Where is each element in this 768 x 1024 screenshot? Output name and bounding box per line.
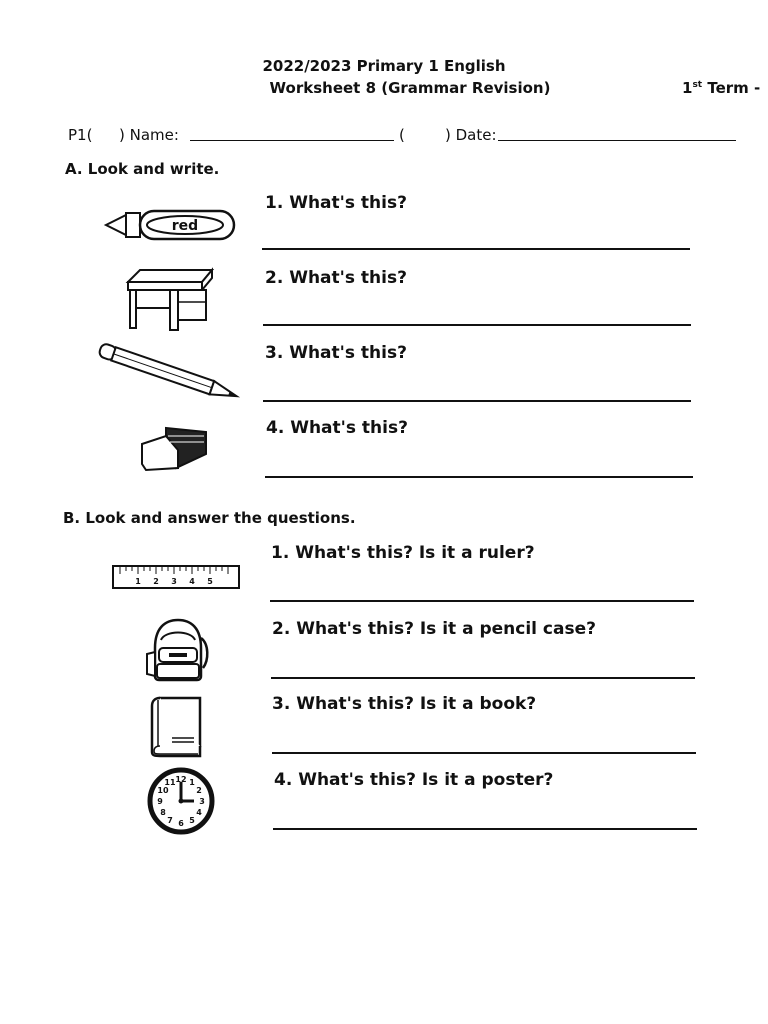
date-field[interactable] xyxy=(498,140,736,141)
answer-line-a3[interactable] xyxy=(263,400,691,402)
answer-line-b1[interactable] xyxy=(270,600,694,602)
name-label: ) Name: xyxy=(119,126,179,144)
section-b-heading: B. Look and answer the questions. xyxy=(63,509,356,527)
svg-text:9: 9 xyxy=(157,797,163,806)
svg-text:3: 3 xyxy=(199,797,205,806)
answer-line-a4[interactable] xyxy=(265,476,693,478)
answer-line-a1[interactable] xyxy=(262,248,690,250)
date-label: ) Date: xyxy=(445,126,497,144)
desk-icon xyxy=(126,268,214,332)
question-a4: 4. What's this? xyxy=(266,418,408,438)
clock-icon xyxy=(146,768,216,834)
question-b2: 2. What's this? Is it a pencil case? xyxy=(272,619,596,639)
question-b4: 4. What's this? Is it a poster? xyxy=(274,770,554,790)
question-a2: 2. What's this? xyxy=(265,268,407,288)
question-a1: 1. What's this? xyxy=(265,193,407,213)
answer-line-a2[interactable] xyxy=(263,324,691,326)
answer-line-b3[interactable] xyxy=(272,752,696,754)
class-number-open: ( xyxy=(399,126,405,144)
svg-text:1: 1 xyxy=(189,778,195,787)
svg-text:10: 10 xyxy=(157,786,169,795)
eraser-icon xyxy=(138,424,210,474)
crayon-label: red xyxy=(171,218,199,234)
svg-text:5: 5 xyxy=(189,816,195,825)
term-label: 1st Term - xyxy=(682,79,761,97)
schoolbag-icon xyxy=(145,618,211,682)
question-a3: 3. What's this? xyxy=(265,343,407,363)
answer-line-b4[interactable] xyxy=(273,828,697,830)
ruler-number: 3 xyxy=(171,577,177,586)
svg-text:8: 8 xyxy=(160,808,166,817)
svg-text:6: 6 xyxy=(178,819,184,828)
svg-text:2: 2 xyxy=(196,786,202,795)
pencil-icon xyxy=(94,344,244,404)
ruler-number: 2 xyxy=(153,577,159,586)
name-field[interactable] xyxy=(190,140,394,141)
ruler-number: 1 xyxy=(135,577,141,586)
worksheet-subtitle: Worksheet 8 (Grammar Revision) xyxy=(269,79,551,97)
svg-text:12: 12 xyxy=(175,775,187,784)
ruler-icon xyxy=(112,565,240,589)
svg-text:7: 7 xyxy=(167,816,173,825)
svg-text:4: 4 xyxy=(196,808,202,817)
ruler-number: 4 xyxy=(189,577,195,586)
question-b1: 1. What's this? Is it a ruler? xyxy=(271,543,535,563)
worksheet-title: 2022/2023 Primary 1 English xyxy=(262,57,506,75)
section-a-heading: A. Look and write. xyxy=(65,160,220,178)
svg-text:11: 11 xyxy=(164,778,176,787)
question-b3: 3. What's this? Is it a book? xyxy=(272,694,537,714)
answer-line-b2[interactable] xyxy=(271,677,695,679)
ruler-number: 5 xyxy=(207,577,213,586)
class-label: P1( xyxy=(68,126,93,144)
book-icon xyxy=(150,696,204,758)
crayon-icon xyxy=(104,208,238,242)
